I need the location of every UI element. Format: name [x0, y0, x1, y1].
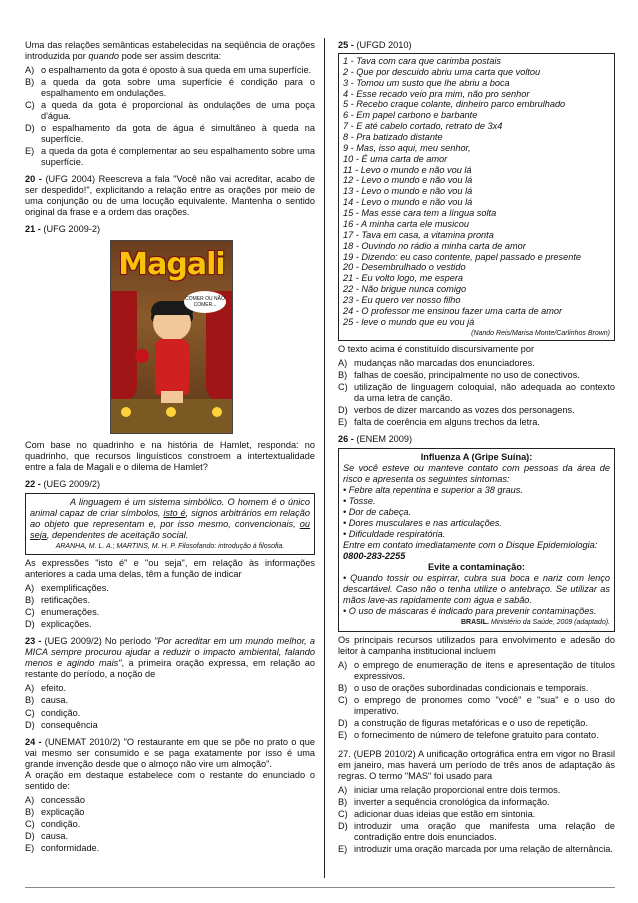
q22-stem: As expressões "isto é" e "ou seja", em relação às informações anteriores a cada uma delas, têm a função de indicar	[25, 558, 315, 580]
q23-options	[25, 683, 315, 730]
option-text: falhas de coesão, principalmente no uso de conectivos.	[354, 369, 580, 380]
answer-option	[338, 844, 615, 855]
option-letter: C)	[25, 818, 35, 829]
text-line: 13 - Levo o mundo e não vou lá	[343, 186, 473, 197]
option-text: condição.	[41, 818, 81, 829]
left-column	[25, 40, 315, 855]
option-text: enumerações.	[41, 607, 100, 618]
option-letter: C)	[25, 607, 35, 618]
option-text: conformidade.	[41, 842, 100, 853]
text-line: 2 - Que por descuido abriu uma carta que voltou	[343, 66, 541, 77]
song-lyrics-box	[338, 53, 615, 341]
option-letter: D)	[338, 404, 348, 415]
option-text: consequência	[41, 719, 98, 730]
option-text: retificações.	[41, 595, 91, 606]
text-line: • Tosse.	[343, 496, 376, 507]
answer-option	[25, 807, 315, 818]
option-letter: E)	[338, 416, 348, 427]
curtain-left	[111, 291, 137, 401]
option-letter: D)	[25, 123, 35, 134]
option-letter: D)	[338, 718, 348, 729]
option-letter: A)	[25, 794, 35, 805]
column-divider	[324, 38, 325, 878]
text-line: • Dor de cabeça.	[343, 507, 412, 518]
option-text: introduzir uma oração marcada por uma relação de alternância.	[354, 844, 613, 855]
option-letter: D)	[338, 821, 348, 832]
magali-dress	[155, 339, 189, 395]
footer-rule	[25, 887, 615, 888]
magali-legs	[161, 391, 183, 403]
text-line: 25 - leve o mundo que eu vou já	[343, 316, 475, 327]
option-letter: B)	[338, 369, 348, 380]
q21-stem: Com base no quadrinho e na história de Hamlet, responda: no quadrinho, que recursos linguísticos constroem a intertextualidade entre a fala de Magali e o dilema de Hamlet?	[25, 439, 315, 472]
magali-comic-image	[110, 240, 233, 434]
song-citation: (Nando Reis/Marisa Monte/Carlinhos Brown)	[471, 329, 610, 337]
text-line: 6 - Em papel carbono e barbante	[343, 110, 478, 121]
flu-avoid-title: Evite a contaminação:	[427, 562, 525, 573]
text-line: 23 - Eu quero ver nosso filho	[343, 294, 461, 305]
option-text: concessão	[41, 794, 85, 805]
text-line: 21 - Eu volto logo, me espera	[343, 273, 464, 284]
stage-light-icon	[166, 407, 176, 417]
q26-stem: Os principais recursos utilizados para envolvimento e adesão do leitor à campanha institucional incluem	[338, 634, 615, 656]
option-text: o espalhamento da gota é oposto à sua queda em uma superfície.	[41, 65, 312, 76]
option-letter: E)	[338, 730, 348, 741]
flu-contact: Entre em contato imediatamente com o Disque Epidemiologia:	[343, 540, 598, 551]
q22-options	[25, 583, 315, 630]
q21-header: 21 - (UFG 2009-2)	[25, 224, 101, 235]
flu-phone: 0800-283-2255	[343, 551, 406, 562]
option-text: o emprego de pronomes como "você" e "sua" e o uso do imperativo.	[354, 695, 615, 717]
flu-citation: BRASIL. Ministério da Saúde, 2009 (adaptado).	[460, 619, 610, 627]
stage-light-icon	[212, 407, 222, 417]
answer-option	[338, 797, 615, 808]
flu-symptoms	[343, 485, 610, 540]
option-text: efeito.	[41, 683, 67, 694]
q23-stem: 23 - (UEG 2009/2) No período "Por acreditar em um mundo melhor, a MICA sempre procurou ajudar a reduzir o impacto ambiental, falando menos e agindo mais", a primeira oração expressa, em relação ao restante do período, a noção de	[25, 636, 315, 680]
answer-option	[338, 417, 615, 428]
option-text: iniciar uma relação proporcional entre dois termos.	[354, 785, 561, 796]
q27-stem: 27. (UEPB 2010/2) A unificação ortográfica entra em vigor no Brasil em janeiro, mas haverá um período de três anos de adaptação às regras. O termo "MAS" foi usado para	[338, 749, 615, 782]
answer-option	[25, 695, 315, 706]
option-text: verbos de dizer marcando as vozes dos personagens.	[354, 404, 575, 415]
answer-option	[25, 619, 315, 630]
comic-title: Magali	[118, 246, 225, 282]
answer-option	[25, 843, 315, 854]
q22-quote-box: A linguagem é um sistema simbólico. O homem é o único animal capaz de criar símbolos, isto é, signos arbitrários em relação ao objeto que representam e, por isso mesmo, convencionais, ou seja, dependentes de aceitação social. ARANHA, M. L. A.; MARTINS, M. H. P. Filosofando: introdução à filosofia.	[25, 493, 315, 556]
option-letter: A)	[338, 357, 348, 368]
answer-option	[25, 595, 315, 606]
option-text: o uso de orações subordinadas condicionais e temporais.	[354, 683, 589, 693]
option-text: explicações.	[41, 619, 92, 630]
option-letter: C)	[338, 381, 348, 392]
q26-options	[338, 660, 615, 741]
option-letter: C)	[338, 809, 348, 820]
q22-citation: ARANHA, M. L. A.; MARTINS, M. H. P. Filosofando: introdução à filosofia.	[55, 542, 285, 550]
speech-bubble: COMER OU NÃO COMER...	[184, 291, 226, 313]
answer-option	[338, 405, 615, 416]
text-line: 11 - Levo o mundo e não vou lá	[343, 164, 472, 175]
answer-option	[338, 358, 615, 369]
option-text: utilização de linguagem coloquial, não adequada ao contexto da uma letra de canção.	[354, 381, 615, 403]
option-text: causa.	[41, 830, 69, 841]
option-text: introduzir uma oração que manifesta uma relação de contradição entre dois enunciados.	[354, 821, 615, 843]
text-line: 16 - A minha carta ele musicou	[343, 218, 469, 229]
answer-option	[25, 65, 315, 76]
answer-option	[338, 660, 615, 682]
option-letter: E)	[338, 844, 348, 855]
option-text: inverter a sequência cronológica da informação.	[354, 797, 550, 808]
option-text: exemplificações.	[41, 583, 109, 594]
option-letter: A)	[25, 583, 35, 594]
option-letter: D)	[25, 619, 35, 630]
q19-stem: Uma das relações semânticas estabelecidas na seqüência de orações introduzida por quando pode ser assim descrita:	[25, 40, 315, 62]
answer-option	[25, 831, 315, 842]
flu-intro: Se você esteve ou manteve contato com pessoas da área de risco e apresenta os seguintes sintomas:	[343, 463, 610, 485]
flu-title: Influenza A (Gripe Suína):	[420, 452, 533, 463]
text-line: 24 - O professor me ensinou fazer uma carta de amor	[343, 305, 563, 316]
option-text: a queda da gota sobre uma superfície é condição para o espalhamento em ondulações.	[41, 77, 315, 99]
text-line: 15 - Mas esse cara tem a língua solta	[343, 208, 497, 219]
option-text: o espalhamento da gota de água é simultâneo à queda na superfície.	[41, 123, 315, 145]
answer-option	[338, 821, 615, 843]
option-text: explicação	[41, 806, 85, 817]
flu-campaign-box	[338, 448, 615, 632]
answer-option	[338, 730, 615, 741]
text-line: 10 - É uma carta de amor	[343, 153, 448, 164]
q19-options	[25, 65, 315, 168]
option-text: causa.	[41, 695, 69, 706]
answer-option	[25, 100, 315, 122]
option-text: condição.	[41, 707, 81, 718]
option-text: o emprego de enumeração de itens e apresentação de títulos expressivos.	[354, 659, 615, 681]
stage-light-icon	[121, 407, 131, 417]
answer-option	[338, 370, 615, 381]
flu-avoid-1: • Quando tossir ou espirrar, cubra sua boca e nariz com lenço descartável. Caso não o tenha utilize o antebraço. Se utilizar as mãos lave-as rapidamente com água e sabão.	[343, 573, 610, 606]
text-line: 7 - E até cabelo cortado, retrato de 3x4	[343, 121, 503, 132]
text-line: 22 - Não brigue nunca comigo	[343, 284, 467, 295]
q27-options	[338, 785, 615, 855]
text-line: • Dores musculares e nas articulações.	[343, 518, 502, 529]
answer-option	[338, 718, 615, 729]
answer-option	[25, 123, 315, 145]
option-letter: B)	[338, 683, 348, 693]
answer-option	[338, 695, 615, 717]
option-letter: C)	[25, 707, 35, 718]
q22-header: 22 - (UEG 2009/2)	[25, 478, 101, 489]
text-line: 1 - Tava com cara que carimba postais	[343, 56, 501, 67]
text-line: • Febre alta repentina e superior a 38 graus.	[343, 485, 523, 496]
q24-options	[25, 795, 315, 854]
option-letter: A)	[338, 785, 348, 796]
q25-stem: O texto acima é constituído discursivamente por	[338, 343, 535, 354]
answer-option	[25, 146, 315, 168]
right-column	[338, 40, 615, 856]
text-line: 19 - Dizendo: eu caso contente, papel passado e presente	[343, 251, 582, 262]
option-letter: A)	[25, 65, 35, 76]
text-line: 18 - Ouvindo no rádio a minha carta de amor	[343, 240, 526, 251]
option-letter: A)	[25, 683, 35, 694]
answer-option	[25, 708, 315, 719]
text-line: 17 - Tava em casa, a vitamina pronta	[343, 229, 494, 240]
option-text: mudanças não marcadas dos enunciadores.	[354, 357, 535, 368]
option-text: adicionar duas ideias que estão em sintonia.	[354, 809, 536, 820]
text-line: • Dificuldade respiratória.	[343, 529, 446, 540]
text-line: 9 - Mas, isso aqui, meu senhor,	[343, 142, 471, 153]
text-line: 3 - Tomou um susto que lhe abriu a boca	[343, 77, 510, 88]
option-letter: B)	[25, 695, 35, 706]
song-lines	[343, 56, 610, 327]
text-line: 12 - Levo o mundo e não vou lá	[343, 175, 473, 186]
text-line: 4 - Esse recado veio pra mim, não pro senhor	[343, 88, 530, 99]
option-text: falta de coerência em alguns trechos da letra.	[354, 416, 540, 427]
option-text: a queda da gota é proporcional às ondulações de uma poça d'água.	[41, 100, 315, 122]
answer-option	[338, 809, 615, 820]
option-letter: E)	[25, 146, 35, 157]
q24-stem: 24 - (UNEMAT 2010/2) "O restaurante em que se põe no prato o que vai mesmo ser consumido e se paga exatamente por isso é uma grande invenção desde que o almoço não vire um almoção".	[25, 736, 315, 769]
text-line: 8 - Pra batizado distante	[343, 132, 443, 143]
q25-header: 25 - (UFGD 2010)	[338, 40, 412, 50]
option-letter: E)	[25, 842, 35, 853]
option-letter: A)	[338, 659, 348, 670]
option-letter: C)	[25, 100, 35, 111]
option-letter: B)	[338, 797, 348, 808]
q25-options	[338, 358, 615, 428]
answer-option	[338, 785, 615, 796]
option-letter: C)	[338, 695, 348, 706]
option-letter: D)	[25, 719, 35, 730]
text-line: 5 - Recebo craque colante, dinheiro parco embrulhado	[343, 99, 566, 110]
q26-header: 26 - (ENEM 2009)	[338, 433, 413, 444]
answer-option	[25, 77, 315, 99]
answer-option	[25, 795, 315, 806]
option-letter: D)	[25, 830, 35, 841]
answer-option	[25, 819, 315, 830]
answer-option	[25, 720, 315, 731]
q20-stem: 20 - (UFG 2004) Reescreva a fala "Você não vai acreditar, acabo de ser despedido!", explicitando a relação entre as orações por meio de uma conjunção ou de uma locução equivalente. Mantenha o sentido original da frase e a ordem das orações.	[25, 174, 315, 218]
option-text: a construção de figuras metafóricas e o uso de repetição.	[354, 718, 588, 729]
answer-option	[338, 382, 615, 404]
text-line: 20 - Desembrulhado o vestido	[343, 262, 466, 273]
text-line: 14 - Levo o mundo e não vou lá	[343, 197, 473, 208]
option-text: a queda da gota é complementar ao seu espalhamento sobre uma superfície.	[41, 146, 315, 168]
option-letter: B)	[25, 77, 35, 88]
watermelon-icon	[135, 349, 149, 363]
answer-option	[338, 683, 615, 694]
answer-option	[25, 607, 315, 618]
option-text: o fornecimento de número de telefone gratuito para contato.	[354, 730, 599, 741]
answer-option	[25, 683, 315, 694]
q24-stem-2: A oração em destaque estabelece com o restante do enunciado o sentido de:	[25, 769, 315, 791]
option-letter: B)	[25, 806, 35, 817]
answer-option	[25, 583, 315, 594]
option-letter: B)	[25, 595, 35, 606]
flu-avoid-2: • O uso de máscaras é indicado para prevenir contaminações.	[343, 606, 597, 617]
